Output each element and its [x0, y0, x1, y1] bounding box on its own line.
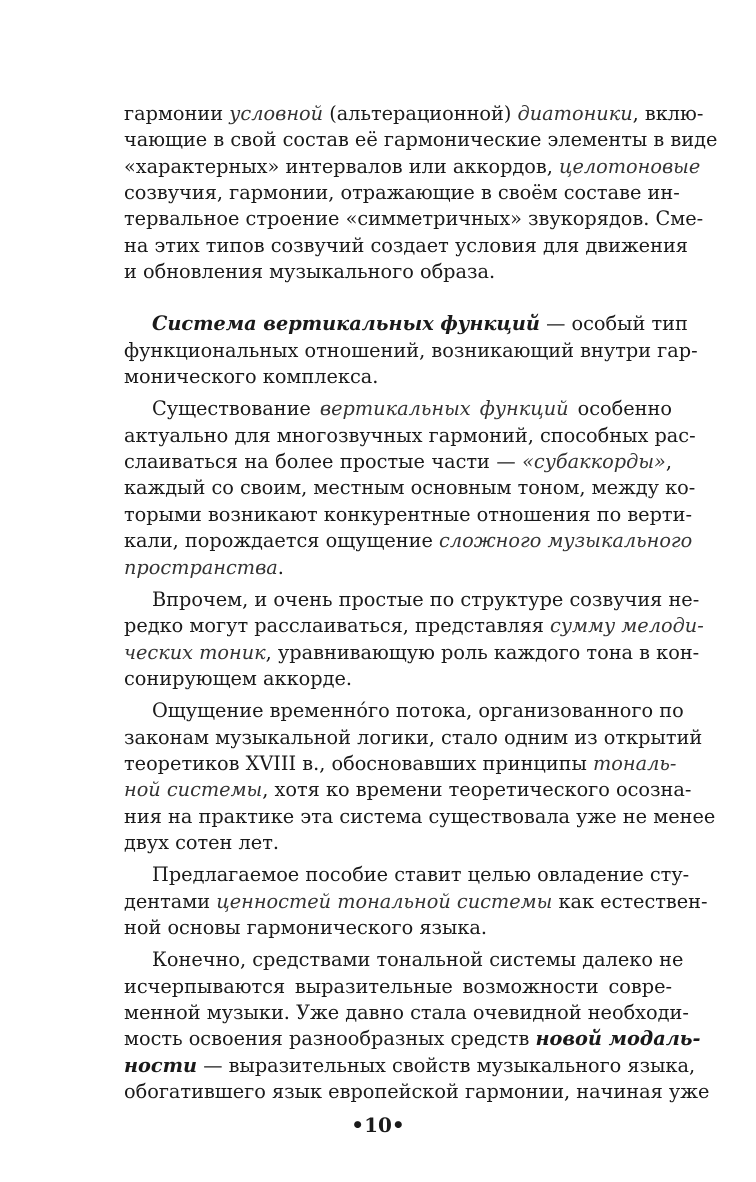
text-line [124, 311, 688, 337]
emphasis-text: целотоновые [559, 154, 701, 178]
text-line [124, 475, 696, 501]
text-line [124, 1079, 710, 1105]
text-line [124, 396, 672, 422]
text-run: особенно [568, 397, 672, 421]
text-run: законам музыкальной логики, стало одним из открытий [124, 725, 703, 749]
text-run: ной основы гармонического языка. [124, 915, 488, 939]
text-run: , вклю- [632, 102, 704, 125]
emphasis-text: новой модаль- [535, 1027, 701, 1051]
text-run: обогатившего язык европейской гармонии, начиная уже [124, 1080, 710, 1104]
text-line [124, 233, 688, 259]
paragraph [124, 311, 698, 390]
text-line [124, 1000, 689, 1026]
text-run: созвучия, гармонии, отражающие в своём составе ин- [124, 181, 680, 205]
emphasis-text: ности [124, 1053, 198, 1077]
text-line [124, 751, 677, 777]
text-line [124, 640, 700, 666]
text-run: Предлагаемое пособие ставит целью овладение сту- [152, 863, 690, 887]
text-line [124, 804, 716, 830]
text-line [124, 666, 672, 692]
text-line [124, 889, 708, 915]
paragraph [124, 698, 716, 856]
text-run: мость освоения разнообразных средств [124, 1027, 536, 1051]
emphasis-text: ческих тоник [124, 640, 266, 664]
paragraph [124, 947, 710, 1105]
paragraph [124, 587, 704, 692]
body-text [124, 101, 718, 1105]
text-line [124, 502, 692, 528]
text-run: . [277, 555, 284, 579]
text-run: как естествен- [552, 889, 708, 913]
text-line [124, 777, 692, 803]
text-line [124, 698, 684, 724]
text-line [124, 154, 701, 180]
text-line [124, 947, 684, 973]
text-line [124, 830, 672, 856]
emphasis-text: вертикальных функций [319, 397, 569, 421]
text-line [124, 862, 690, 888]
text-line [124, 1053, 696, 1079]
text-run: монического комплекса. [124, 365, 379, 389]
emphasis-text: тональ- [593, 751, 677, 775]
text-run: , уравнивающую роль каждого тона в кон- [265, 640, 700, 664]
text-line [124, 449, 672, 475]
page-number: •10• [351, 1113, 405, 1137]
emphasis-text: ценностей тональной системы [216, 889, 553, 913]
text-run: теоретиков XVIII в., обосновавших принципы [124, 751, 594, 775]
text-run: Существование [152, 397, 320, 421]
text-run: двух сотен лет. [124, 830, 279, 854]
text-line [124, 180, 680, 206]
text-line [124, 915, 672, 941]
text-line [124, 364, 672, 390]
text-run: и обновления музыкального образа. [124, 260, 496, 284]
text-run: сонирующем аккорде. [124, 666, 353, 690]
text-line [124, 974, 672, 1000]
emphasis-text: сумму мелоди- [550, 614, 704, 638]
text-run: каждый со своим, местным основным тоном, между ко- [124, 476, 696, 500]
text-line [124, 423, 696, 449]
text-run: — выразительных свойств музыкального языка, [197, 1053, 696, 1077]
paragraph [124, 862, 708, 941]
section-gap [124, 285, 672, 311]
text-run: редко могут расслаиваться, представляя [124, 614, 551, 638]
emphasis-text: ной системы [124, 778, 263, 802]
text-run: ния на практике эта система существовала уже не менее [124, 804, 716, 828]
emphasis-text: условной [229, 102, 324, 125]
text-line [124, 101, 704, 127]
emphasis-text: «субаккорды» [522, 450, 666, 474]
text-run: менной музыки. Уже давно стала очевидной необходи- [124, 1001, 689, 1024]
text-run: «характерных» интервалов или аккордов, [124, 154, 560, 178]
emphasis-text: диатоники [517, 102, 633, 125]
text-line [124, 206, 704, 232]
text-run: (альтерационной) [323, 102, 518, 125]
text-run: функциональных отношений, возникающий внутри гар- [124, 338, 698, 362]
text-run: актуально для многозвучных гармоний, способных рас- [124, 423, 696, 447]
text-line [124, 555, 672, 581]
text-run: Ощущение временно́го потока, организованного по [152, 699, 684, 723]
text-run: дентами [124, 889, 217, 913]
text-line [124, 127, 718, 153]
emphasis-text: сложного музыкального [439, 529, 693, 553]
paragraph [124, 101, 718, 285]
text-run: на этих типов созвучий создает условия для движения [124, 233, 688, 257]
text-run: Конечно, средствами тональной системы далеко не [152, 948, 684, 972]
text-line [124, 259, 672, 285]
text-run: кали, порождается ощущение [124, 529, 440, 553]
text-run: Впрочем, и очень простые по структуре созвучия не- [152, 587, 700, 611]
text-run: , [665, 450, 672, 474]
text-run: , хотя ко времени теоретического осозна- [262, 778, 692, 802]
text-run: гармонии [124, 102, 230, 125]
text-run: чающие в свой состав её гармонические элементы в виде [124, 128, 718, 152]
text-line [124, 528, 693, 554]
emphasis-text: Система вертикальных функций [152, 312, 540, 336]
text-run: торыми возникают конкурентные отношения по верти- [124, 502, 692, 526]
text-line [124, 1026, 701, 1052]
text-run: — особый тип [539, 312, 688, 336]
text-line [124, 725, 703, 751]
text-run: слаиваться на более простые части — [124, 450, 523, 474]
text-run: исчерпываются выразительные возможности совре- [124, 974, 672, 998]
text-line [124, 338, 698, 364]
text-line [124, 613, 704, 639]
text-run: тервальное строение «симметричных» звукорядов. Сме- [124, 207, 704, 231]
text-line [124, 587, 700, 613]
paragraph [124, 396, 696, 580]
emphasis-text: пространства [124, 555, 278, 579]
